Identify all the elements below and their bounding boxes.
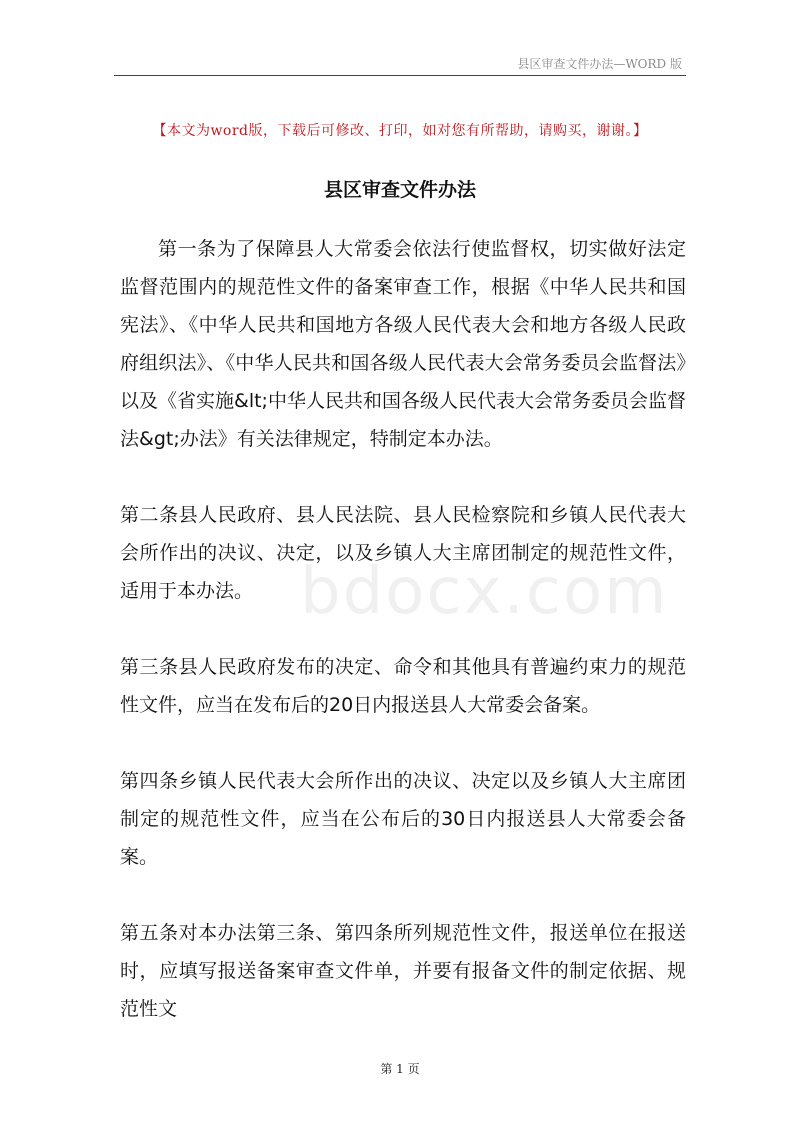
purchase-notice: 【本文为word版，下载后可修改、打印，如对您有所帮助，请购买，谢谢。】 <box>152 123 648 139</box>
page-number: 第 1 页 <box>380 1062 420 1076</box>
running-header: 县区审查文件办法—WORD 版 <box>517 57 682 71</box>
watermark: bdocx.com <box>300 555 669 629</box>
document-title: 县区审查文件办法 <box>323 179 476 201</box>
article-5: 第五条对本办法第三条、第四条所列规范性文件，报送单位在报送时，应填写报送备案审查文件单，并要有报备文件的制定依据、规范性文 <box>120 922 686 1020</box>
header-rule <box>114 75 686 76</box>
article-4: 第四条乡镇人民代表大会所作出的决议、决定以及乡镇人大主席团制定的规范性文件，应当在公布后的30日内报送县人大常委会备案。 <box>120 770 686 868</box>
article-1: 第一条为了保障县人大常委会依法行使监督权，切实做好法定监督范围内的规范性文件的备案审查工作，根据《中华人民共和国宪法》、《中华人民共和国地方各级人民代表大会和地方各级人民政府组织法》、《中华人民共和国各级人民代表大会常务委员会监督法》以及《省实施&lt;中华人民共和国各级人民代表大会常务委员会监督法&gt;办法》有关法律规定，特制定本办法。 <box>120 238 686 450</box>
article-2: 第二条县人民政府、县人民法院、县人民检察院和乡镇人民代表大会所作出的决议、决定，以及乡镇人大主席团制定的规范性文件，适用于本办法。 <box>120 504 686 602</box>
document-body <box>120 230 686 1066</box>
article-3: 第三条县人民政府发布的决定、命令和其他具有普遍约束力的规范性文件，应当在发布后的20日内报送县人大常委会备案。 <box>120 656 686 716</box>
